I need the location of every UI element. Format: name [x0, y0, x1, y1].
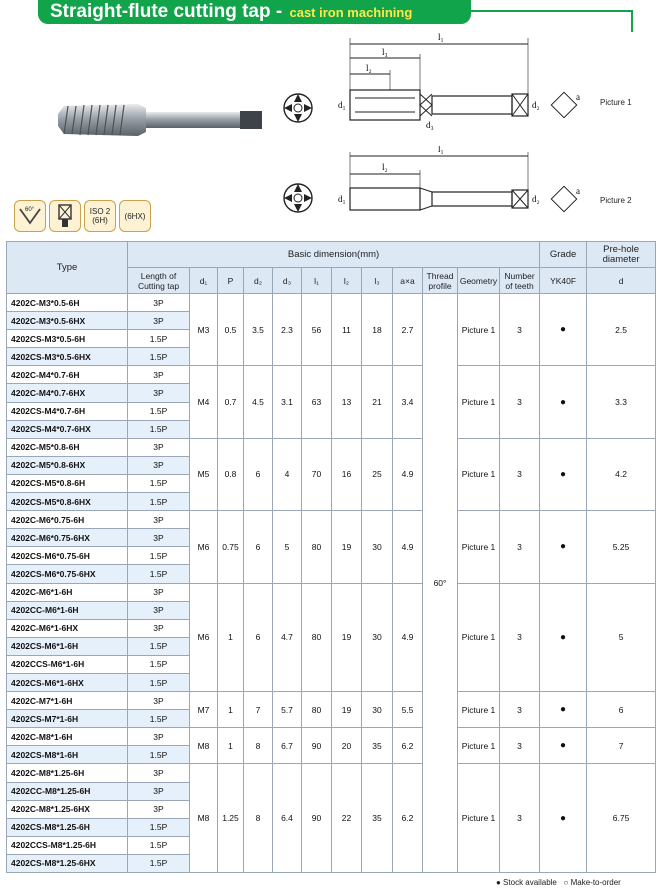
- dim-a: a: [576, 92, 580, 102]
- l2-cell: 20: [332, 728, 362, 764]
- length-cell: 3P: [128, 456, 190, 474]
- geometry-cell: Picture 1: [458, 366, 500, 438]
- d1-cell: M8: [190, 728, 218, 764]
- d2-cell: 6: [244, 438, 273, 510]
- d3-cell: 6.4: [273, 764, 302, 873]
- table-row: [7, 728, 656, 746]
- l2-cell: 19: [332, 692, 362, 728]
- length-cell: 1.5P: [128, 474, 190, 492]
- l3-cell: 21: [362, 366, 393, 438]
- l1-cell: 80: [302, 692, 332, 728]
- prehole-cell: 6: [587, 692, 656, 728]
- d2-cell: 8: [244, 728, 273, 764]
- type-cell: 4202CC-M6*1-6H: [7, 601, 128, 619]
- d3-cell: 5.7: [273, 692, 302, 728]
- teeth-cell: 3: [500, 764, 540, 873]
- d2-cell: 8: [244, 764, 273, 873]
- prehole-cell: 3.3: [587, 366, 656, 438]
- p-cell: 0.5: [218, 294, 244, 366]
- stock-dot-icon: ●: [540, 511, 587, 583]
- type-cell: 4202C-M5*0.8-6H: [7, 438, 128, 456]
- p-cell: 0.7: [218, 366, 244, 438]
- stock-dot-icon: ●: [540, 583, 587, 692]
- l1-cell: 70: [302, 438, 332, 510]
- l2-cell: 19: [332, 511, 362, 583]
- type-cell: 4202CS-M3*0.5-6HX: [7, 348, 128, 366]
- dim-l3: l₃: [382, 47, 388, 57]
- header-l3: l₃: [362, 268, 393, 294]
- axa-cell: 3.4: [393, 366, 423, 438]
- axa-cell: 6.2: [393, 764, 423, 873]
- header-type: Type: [7, 242, 128, 294]
- header-axa: a×a: [393, 268, 423, 294]
- tap-holder-icon: [49, 200, 81, 232]
- length-cell: 1.5P: [128, 547, 190, 565]
- length-cell: 1.5P: [128, 493, 190, 511]
- type-cell: 4202C-M6*0.75-6H: [7, 511, 128, 529]
- stock-dot-icon: ●: [540, 438, 587, 510]
- length-cell: 1.5P: [128, 746, 190, 764]
- length-cell: 1.5P: [128, 565, 190, 583]
- header-d: d: [587, 268, 656, 294]
- table-row: [7, 366, 656, 384]
- prehole-cell: 6.75: [587, 764, 656, 873]
- length-cell: 1.5P: [128, 330, 190, 348]
- header-grade: Grade: [540, 242, 587, 268]
- geometry-cell: Picture 1: [458, 294, 500, 366]
- type-cell: 4202C-M8*1.25-6H: [7, 764, 128, 782]
- length-cell: 3P: [128, 529, 190, 547]
- header-geometry: Geometry: [458, 268, 500, 294]
- l3-cell: 30: [362, 692, 393, 728]
- d1-cell: M6: [190, 583, 218, 692]
- l2-cell: 16: [332, 438, 362, 510]
- d1-cell: M5: [190, 438, 218, 510]
- axa-cell: 4.9: [393, 438, 423, 510]
- header-d1: d₁: [190, 268, 218, 294]
- type-cell: 4202CS-M6*0.75-6H: [7, 547, 128, 565]
- dim2-l1: l₁: [438, 146, 444, 154]
- type-cell: 4202CS-M4*0.7-6HX: [7, 420, 128, 438]
- length-cell: 1.5P: [128, 854, 190, 872]
- table-row: [7, 764, 656, 782]
- geometry-cell: Picture 1: [458, 511, 500, 583]
- geometry-cell: Picture 1: [458, 692, 500, 728]
- length-cell: 3P: [128, 312, 190, 330]
- picture1-label: Picture 1: [600, 98, 632, 107]
- l1-cell: 90: [302, 764, 332, 873]
- type-cell: 4202CS-M5*0.8-6H: [7, 474, 128, 492]
- dim2-a: a: [576, 186, 580, 196]
- type-cell: 4202CS-M8*1.25-6HX: [7, 854, 128, 872]
- tolerance-6hx-text: (6HX): [124, 211, 146, 221]
- spec-table-body: [7, 294, 656, 873]
- legend-order: ○ Make-to-order: [563, 878, 621, 887]
- length-cell: 3P: [128, 692, 190, 710]
- l2-cell: 19: [332, 583, 362, 692]
- picture1-drawing: [270, 24, 600, 144]
- type-cell: 4202CS-M5*0.8-6HX: [7, 493, 128, 511]
- type-cell: 4202CS-M6*1-6H: [7, 637, 128, 655]
- type-cell: 4202C-M8*1-6H: [7, 728, 128, 746]
- stock-dot-icon: ●: [540, 764, 587, 873]
- type-cell: 4202CS-M3*0.5-6H: [7, 330, 128, 348]
- stock-legend: [496, 878, 621, 887]
- length-cell: 3P: [128, 511, 190, 529]
- length-cell: 3P: [128, 384, 190, 402]
- l3-cell: 25: [362, 438, 393, 510]
- dim-d3: d₃: [426, 120, 434, 130]
- thread-profile-cell: 60°: [423, 294, 458, 873]
- teeth-cell: 3: [500, 366, 540, 438]
- axa-cell: 4.9: [393, 511, 423, 583]
- table-row: [7, 583, 656, 601]
- p-cell: 1: [218, 692, 244, 728]
- prehole-cell: 5: [587, 583, 656, 692]
- header-d3: d₃: [273, 268, 302, 294]
- type-cell: 4202CS-M4*0.7-6H: [7, 402, 128, 420]
- type-cell: 4202CS-M8*1-6H: [7, 746, 128, 764]
- teeth-cell: 3: [500, 728, 540, 764]
- teeth-cell: 3: [500, 511, 540, 583]
- prehole-cell: 5.25: [587, 511, 656, 583]
- dim-l2: l₂: [366, 63, 372, 73]
- length-cell: 3P: [128, 583, 190, 601]
- length-cell: 3P: [128, 438, 190, 456]
- stock-dot-icon: ●: [540, 728, 587, 764]
- tolerance-6h-text: ISO 2 (6H): [89, 207, 111, 225]
- header-d2: d₂: [244, 268, 273, 294]
- type-cell: 4202C-M7*1-6H: [7, 692, 128, 710]
- p-cell: 1: [218, 728, 244, 764]
- header-l2: l₂: [332, 268, 362, 294]
- d1-cell: M3: [190, 294, 218, 366]
- tolerance-6h-badge: [84, 200, 116, 232]
- type-cell: 4202C-M8*1.25-6HX: [7, 800, 128, 818]
- d1-cell: M4: [190, 366, 218, 438]
- axa-cell: 5.5: [393, 692, 423, 728]
- type-cell: 4202CS-M6*0.75-6HX: [7, 565, 128, 583]
- table-row: [7, 294, 656, 312]
- l1-cell: 63: [302, 366, 332, 438]
- l1-cell: 80: [302, 583, 332, 692]
- p-cell: 1: [218, 583, 244, 692]
- l1-cell: 90: [302, 728, 332, 764]
- axa-cell: 4.9: [393, 583, 423, 692]
- tolerance-6hx-badge: [119, 200, 151, 232]
- length-cell: 1.5P: [128, 655, 190, 673]
- axa-cell: 2.7: [393, 294, 423, 366]
- length-cell: 3P: [128, 294, 190, 312]
- geometry-cell: Picture 1: [458, 583, 500, 692]
- type-cell: 4202CS-M8*1.25-6H: [7, 818, 128, 836]
- teeth-cell: 3: [500, 583, 540, 692]
- page-subtitle: cast iron machining: [289, 5, 413, 20]
- length-cell: 1.5P: [128, 420, 190, 438]
- type-cell: 4202C-M6*1-6H: [7, 583, 128, 601]
- page-title: Straight-flute cutting tap -: [50, 1, 283, 22]
- feature-badges: [14, 200, 151, 232]
- header-basic-dimension: Basic dimension(mm): [128, 242, 540, 268]
- dim-d1: d₁: [338, 100, 346, 110]
- type-cell: 4202C-M6*0.75-6HX: [7, 529, 128, 547]
- length-cell: 1.5P: [128, 818, 190, 836]
- type-cell: 4202CCS-M6*1-6H: [7, 655, 128, 673]
- type-cell: 4202C-M4*0.7-6H: [7, 366, 128, 384]
- header-thread-profile: Thread profile: [423, 268, 458, 294]
- l1-cell: 56: [302, 294, 332, 366]
- geometry-cell: Picture 1: [458, 438, 500, 510]
- d3-cell: 3.1: [273, 366, 302, 438]
- type-cell: 4202CS-M6*1-6HX: [7, 673, 128, 691]
- table-row: [7, 692, 656, 710]
- length-cell: 1.5P: [128, 348, 190, 366]
- length-cell: 1.5P: [128, 402, 190, 420]
- prehole-cell: 2.5: [587, 294, 656, 366]
- header-yk40f: YK40F: [540, 268, 587, 294]
- type-cell: 4202C-M3*0.5-6H: [7, 294, 128, 312]
- d3-cell: 6.7: [273, 728, 302, 764]
- picture2-label: Picture 2: [600, 196, 632, 205]
- d1-cell: M8: [190, 764, 218, 873]
- length-cell: 3P: [128, 728, 190, 746]
- length-cell: 3P: [128, 764, 190, 782]
- length-cell: 3P: [128, 601, 190, 619]
- teeth-cell: 3: [500, 438, 540, 510]
- p-cell: 0.8: [218, 438, 244, 510]
- length-cell: 1.5P: [128, 836, 190, 854]
- tap-photo-icon: [54, 94, 266, 146]
- d2-cell: 6: [244, 511, 273, 583]
- type-cell: 4202CC-M8*1.25-6H: [7, 782, 128, 800]
- p-cell: 0.75: [218, 511, 244, 583]
- d2-cell: 4.5: [244, 366, 273, 438]
- l2-cell: 13: [332, 366, 362, 438]
- l3-cell: 35: [362, 728, 393, 764]
- d2-cell: 3.5: [244, 294, 273, 366]
- header-teeth: Number of teeth: [500, 268, 540, 294]
- length-cell: 3P: [128, 619, 190, 637]
- d3-cell: 4.7: [273, 583, 302, 692]
- stock-dot-icon: ●: [540, 366, 587, 438]
- length-cell: 1.5P: [128, 637, 190, 655]
- geometry-cell: Picture 1: [458, 764, 500, 873]
- l3-cell: 30: [362, 511, 393, 583]
- type-cell: 4202C-M6*1-6HX: [7, 619, 128, 637]
- p-cell: 1.25: [218, 764, 244, 873]
- geometry-cell: Picture 1: [458, 728, 500, 764]
- l3-cell: 30: [362, 583, 393, 692]
- l2-cell: 11: [332, 294, 362, 366]
- length-cell: 1.5P: [128, 673, 190, 691]
- length-cell: 3P: [128, 800, 190, 818]
- d1-cell: M7: [190, 692, 218, 728]
- page-banner: [38, 0, 471, 24]
- l1-cell: 80: [302, 511, 332, 583]
- picture2-drawing: [270, 146, 600, 226]
- type-cell: 4202CS-M7*1-6H: [7, 710, 128, 728]
- angle-60-icon: [14, 200, 46, 232]
- d3-cell: 4: [273, 438, 302, 510]
- table-row: [7, 438, 656, 456]
- teeth-cell: 3: [500, 294, 540, 366]
- prehole-cell: 4.2: [587, 438, 656, 510]
- header-length: Length of Cutting tap: [128, 268, 190, 294]
- type-cell: 4202C-M5*0.8-6HX: [7, 456, 128, 474]
- stock-dot-icon: ●: [540, 692, 587, 728]
- type-cell: 4202C-M3*0.5-6HX: [7, 312, 128, 330]
- banner-rule: [471, 10, 631, 12]
- length-cell: 3P: [128, 782, 190, 800]
- dim2-l2: l₂: [382, 162, 388, 172]
- header-p: P: [218, 268, 244, 294]
- d2-cell: 7: [244, 692, 273, 728]
- header-l1: l₁: [302, 268, 332, 294]
- length-cell: 3P: [128, 366, 190, 384]
- l3-cell: 35: [362, 764, 393, 873]
- l3-cell: 18: [362, 294, 393, 366]
- type-cell: 4202CCS-M8*1.25-6H: [7, 836, 128, 854]
- teeth-cell: 3: [500, 692, 540, 728]
- l2-cell: 22: [332, 764, 362, 873]
- legend-stock: ● Stock available: [496, 878, 557, 887]
- prehole-cell: 7: [587, 728, 656, 764]
- length-cell: 1.5P: [128, 710, 190, 728]
- angle-60-text: 60°: [25, 207, 35, 213]
- d1-cell: M6: [190, 511, 218, 583]
- stock-dot-icon: ●: [540, 294, 587, 366]
- d3-cell: 2.3: [273, 294, 302, 366]
- d3-cell: 5: [273, 511, 302, 583]
- table-row: [7, 511, 656, 529]
- header-prehole: Pre-hole diameter: [587, 242, 656, 268]
- dim2-d1: d₁: [338, 194, 346, 204]
- dim-l1: l₁: [438, 32, 444, 42]
- spec-table: [6, 241, 656, 873]
- dim-d2: d₂: [532, 100, 540, 110]
- dim2-d2: d₂: [532, 194, 540, 204]
- d2-cell: 6: [244, 583, 273, 692]
- axa-cell: 6.2: [393, 728, 423, 764]
- type-cell: 4202C-M4*0.7-6HX: [7, 384, 128, 402]
